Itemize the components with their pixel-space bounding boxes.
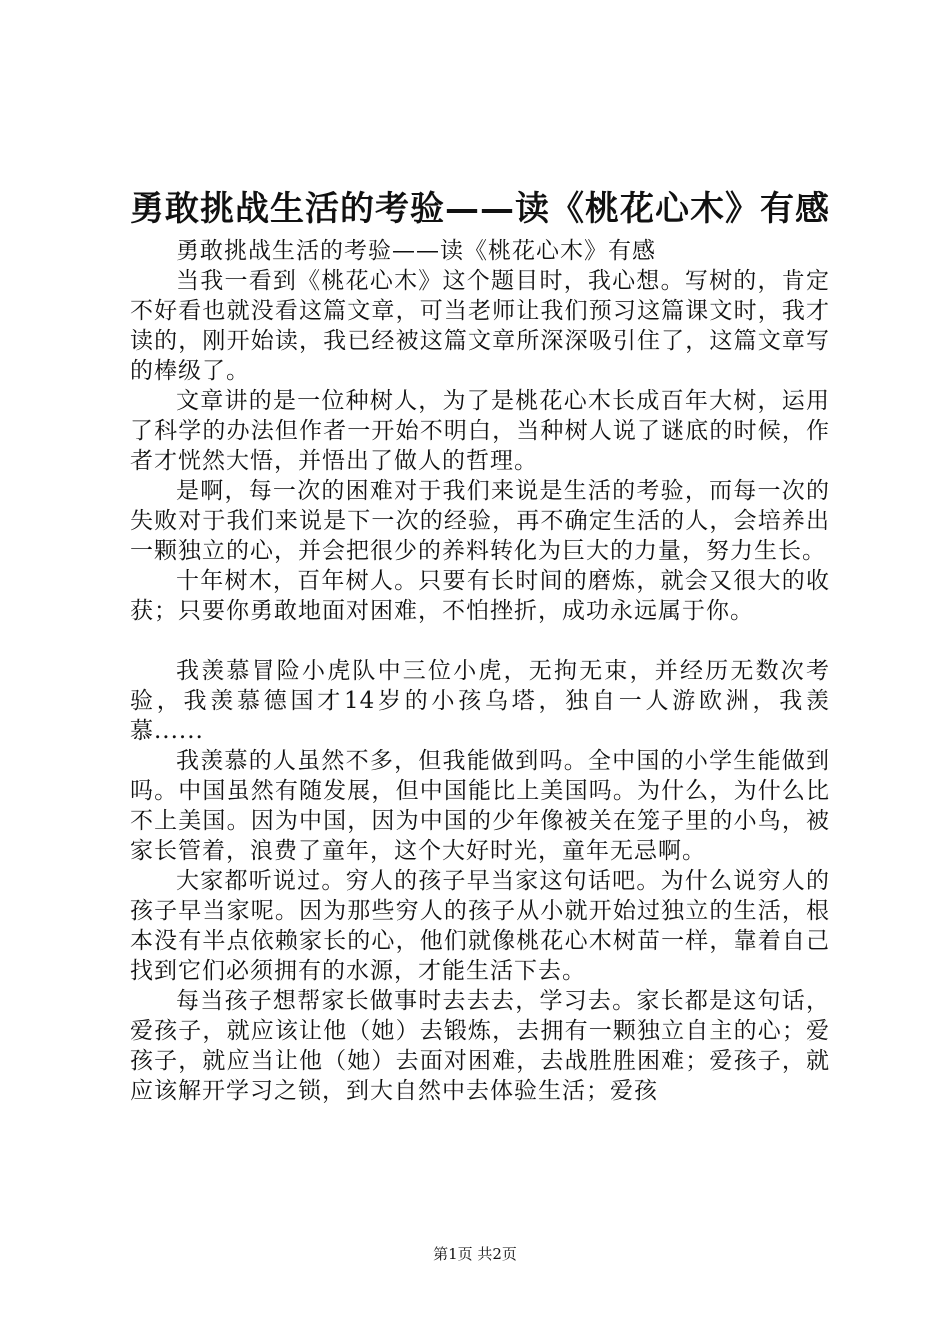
paragraph: 当我一看到《桃花心木》这个题目时，我心想。写树的，肯定不好看也就没看这篇文章，可当老师让我们预习这篇课文时，我才读的，刚开始读，我已经被这篇文章所深深吸引住了，这篇文章写的棒级了。 xyxy=(130,268,830,384)
paragraph: 十年树木，百年树人。只要有长时间的磨炼，就会又很大的收获；只要你勇敢地面对困难，不怕挫折，成功永远属于你。 xyxy=(130,568,830,624)
paragraph: 是啊，每一次的困难对于我们来说是生活的考验，而每一次的失败对于我们来说是下一次的经验，再不确定生活的人，会培养出一颗独立的心，并会把很少的养料转化为巨大的力量，努力生长。 xyxy=(130,478,830,564)
paragraph: 每当孩子想帮家长做事时去去去，学习去。家长都是这句话，爱孩子，就应该让他（她）去锻炼，去拥有一颗独立自主的心；爱孩子，就应当让他（她）去面对困难，去战胜胜困难；爱孩子，就应该解开学习之锁，到大自然中去体验生活；爱孩 xyxy=(130,988,830,1104)
paragraph: 我羡慕的人虽然不多，但我能做到吗。全中国的小学生能做到吗。中国虽然有随发展，但中国能比上美国吗。为什么，为什么比不上美国。因为中国，因为中国的少年像被关在笼子里的小鸟，被家长管着，浪费了童年，这个大好时光，童年无忌啊。 xyxy=(130,748,830,864)
document-title: 勇敢挑战生活的考验——读《桃花心木》有感 xyxy=(130,189,830,229)
page-footer: 第1页 共2页 xyxy=(433,1245,517,1263)
document-body xyxy=(130,236,830,1106)
paragraph: 文章讲的是一位种树人，为了是桃花心木长成百年大树，运用了科学的办法但作者一开始不明白，当种树人说了谜底的时候，作者才恍然大悟，并悟出了做人的哲理。 xyxy=(130,388,830,474)
paragraph-subtitle: 勇敢挑战生活的考验——读《桃花心木》有感 xyxy=(176,238,656,264)
paragraph: 我羡慕冒险小虎队中三位小虎，无拘无束，并经历无数次考验，我羡慕德国才14岁的小孩乌塔，独自一人游欧洲，我羡慕...... xyxy=(130,658,830,744)
paragraph: 大家都听说过。穷人的孩子早当家这句话吧。为什么说穷人的孩子早当家呢。因为那些穷人的孩子从小就开始过独立的生活，根本没有半点依赖家长的心，他们就像桃花心木树苗一样，靠着自己找到它们必须拥有的水源，才能生活下去。 xyxy=(130,868,830,984)
